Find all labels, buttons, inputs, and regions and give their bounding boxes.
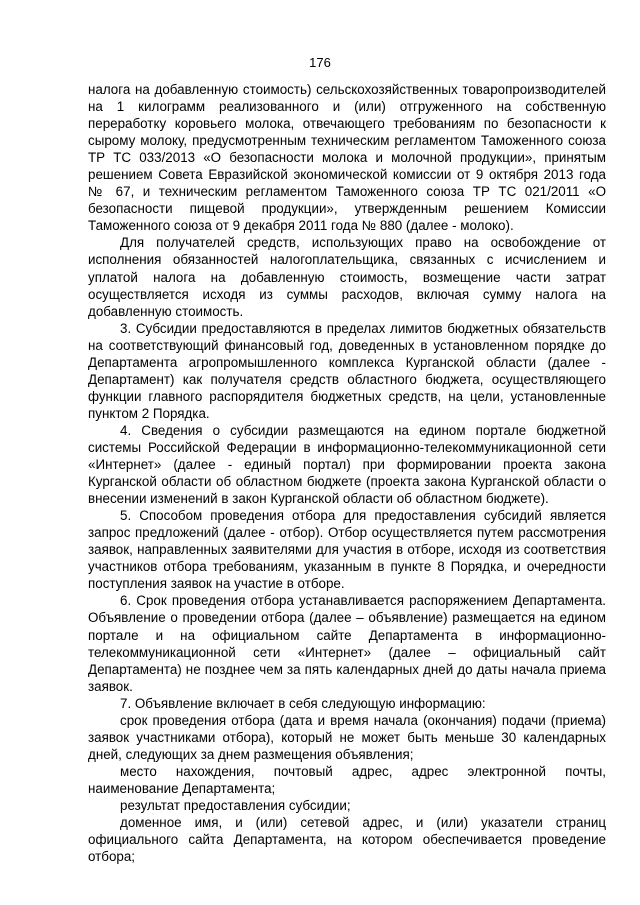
paragraph-result: результат предоставления субсидии; — [120, 797, 351, 813]
paragraph-item-6: 6. Срок проведения отбора устанавливается распоряжением Департамента. Объявление о проведении отбора (далее – объявление) размещается на едином портале и на официальном сайте Департамента в информационно-телекоммуникационной сети «Интернет» (далее – официальный сайт Департамента) не позднее чем за пять календарных дней до даты начала приема заявок. — [88, 593, 606, 694]
paragraph-selection-period: срок проведения отбора (дата и время начала (окончания) подачи (приема) заявок участниками отбора), который не может быть меньше 30 календарных дней, следующих за днем размещения объявления; — [88, 712, 606, 762]
paragraph-item-4: 4. Сведения о субсидии размещаются на едином портале бюджетной системы Российской Федерации в информационно-телекоммуникационной сети «Интернет» (далее - единый портал) при формировании проекта закона Курганской области об областном бюджете (проекта закона Курганской области о внесении изменений в закон Курганской области об областном бюджете). — [88, 422, 606, 507]
paragraph-item-5: 5. Способом проведения отбора для предоставления субсидий является запрос предложений (далее - отбор). Отбор осуществляется путем рассмотрения заявок, направленных заявителями для участия в отборе, исходя из соответствия участников отбора требованиям, указанным в пункте 8 Порядка, и очередности поступления заявок на участие в отборе. — [88, 508, 606, 592]
paragraph-domain-name: доменное имя, и (или) сетевой адрес, и (или) указатели страниц официального сайта Департамента, на котором обеспечивается проведение отбора; — [88, 815, 606, 865]
paragraph-continuation: налога на добавленную стоимость) сельскохозяйственных товаропроизводителей на 1 килограмм реализованного и (или) отгруженного на собственную переработку коровьего молока, отвечающего требованиям по безопасности к сырому молоку, предусмотренным техническим регламентом Таможенного союза ТР ТС 033/2013 «О безопасности молока и молочной продукции», принятым решением Совета Евразийской экономической комиссии от 9 октября 2013 года № 67, и техническим регламентом Таможенного союза ТР ТС 021/2011 «О безопасности пищевой продукции», утвержденным решением Комиссии Таможенного союза от 9 декабря 2011 года № 880 (далее - молоко). — [88, 82, 606, 234]
paragraph-location: место нахождения, почтовый адрес, адрес электронной почты, наименование Департамента; — [88, 763, 606, 796]
page-number: 176 — [309, 55, 331, 70]
paragraph-item-3: 3. Субсидии предоставляются в пределах лимитов бюджетных обязательств на соответствующий финансовый год, доведенных в установленном порядке до Департамента агропромышленного комплекса Курганской области (далее - Департамент) как получателя средств областного бюджета, осуществляющего функции главного распорядителя бюджетных средств, на цели, установленные пунктом 2 Порядка. — [88, 320, 606, 421]
paragraph-vat-exemption: Для получателей средств, использующих право на освобождение от исполнения обязанностей налогоплательщика, связанных с исчислением и уплатой налога на добавленную стоимость, возмещение части затрат осуществляется исходя из суммы расходов, включая сумму налога на добавленную стоимость. — [88, 235, 606, 319]
document-body — [88, 81, 606, 865]
paragraph-item-7: 7. Объявление включает в себя следующую информацию: — [120, 695, 486, 711]
